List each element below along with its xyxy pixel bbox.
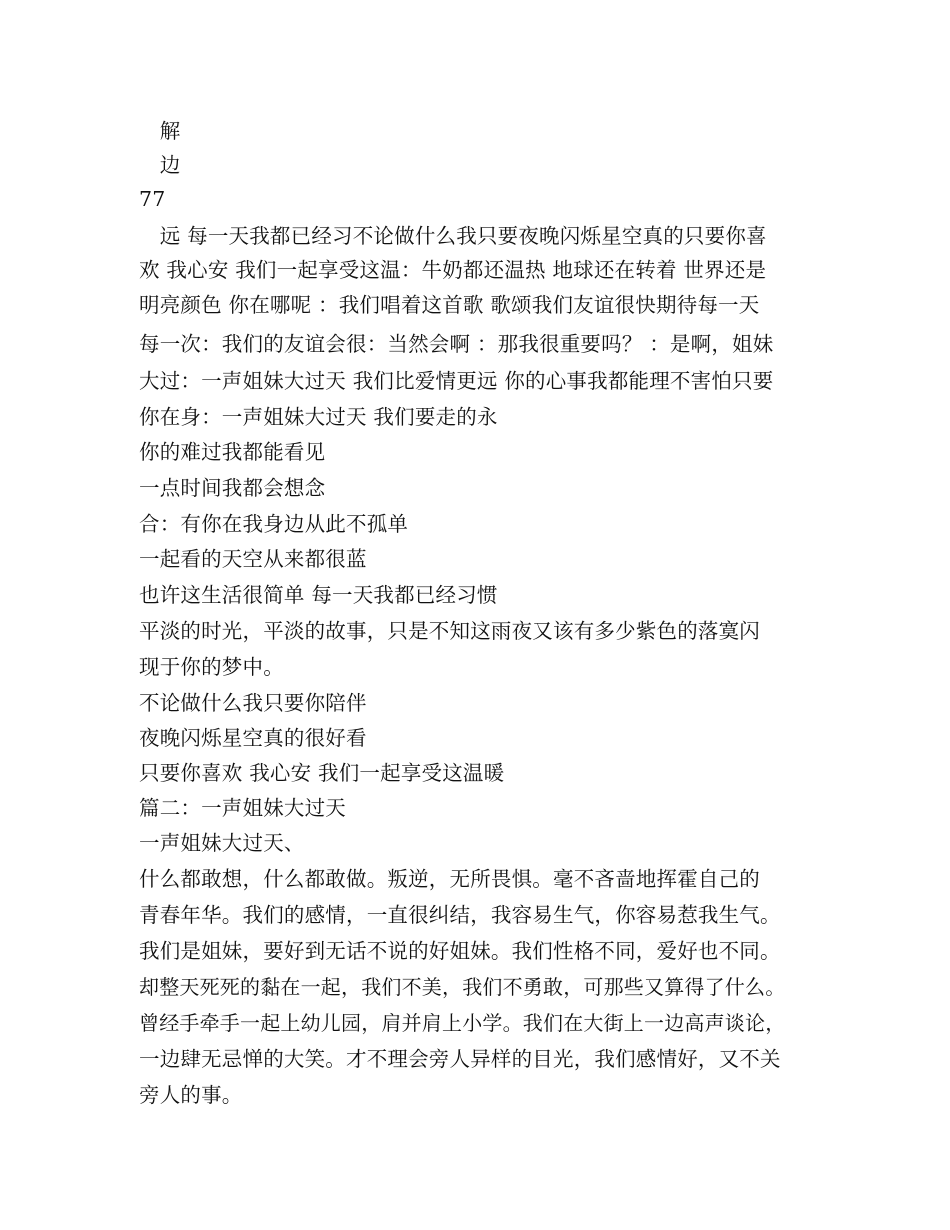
text-line: 旁人的事。 — [139, 1083, 243, 1107]
text-line: 边 — [139, 153, 181, 177]
text-line: 只要你喜欢 我心安 我们一起享受这温暖 — [139, 761, 505, 785]
text-line: 合：有你在我身边从此不孤单 — [139, 512, 409, 536]
text-line: 一声姐妹大过天、 — [139, 831, 305, 855]
text-line: 青春年华。我们的感情，一直很纠结，我容易生气，你容易惹我生气。 — [139, 903, 781, 927]
text-line: 我们是姐妹，要好到无话不说的好姐妹。我们性格不同，爱好也不同。 — [139, 939, 781, 963]
text-line: 现于你的梦中。 — [139, 655, 284, 679]
text-line: 一起看的天空从来都很蓝 — [139, 547, 367, 571]
text-line: 曾经手牵手一起上幼儿园，肩并肩上小学。我们在大街上一边高声谈论， — [139, 1011, 786, 1035]
section-heading: 篇二：一声姐妹大过天 — [139, 796, 346, 820]
text-line: 每一次：我们的友谊会很：当然会啊 ：那我很重要吗？ ：是啊，姐妹 — [139, 332, 774, 356]
text-line: 77 — [139, 187, 166, 211]
text-line: 一边肆无忌惮的大笑。才不理会旁人异样的目光，我们感情好，又不关 — [139, 1047, 781, 1071]
text-line: 一点时间我都会想念 — [139, 476, 326, 500]
text-line: 却整天死死的黏在一起，我们不美，我们不勇敢，可那些又算得了什么。 — [139, 975, 786, 999]
text-line: 不论做什么我只要你陪伴 — [139, 691, 367, 715]
text-line: 也许这生活很简单 每一天我都已经习惯 — [139, 583, 498, 607]
text-line: 夜晚闪烁星空真的很好看 — [139, 726, 367, 750]
text-line: 你在身：一声姐妹大过天 我们要走的永 — [139, 405, 498, 429]
text-line: 什么都敢想，什么都敢做。叛逆，无所畏惧。毫不吝啬地挥霍自己的 — [139, 867, 760, 891]
text-line: 解 — [139, 119, 181, 143]
text-line: 远 每一天我都已经习不论做什么我只要夜晚闪烁星空真的只要你喜 — [139, 224, 767, 248]
text-line: 欢 我心安 我们一起享受这温：牛奶都还温热 地球还在转着 世界还是 — [139, 258, 767, 282]
text-line: 大过：一声姐妹大过天 我们比爱情更远 你的心事我都能理不害怕只要 — [139, 369, 774, 393]
text-line: 明亮颜色 你在哪呢 ：我们唱着这首歌 歌颂我们友谊很快期待每一天 — [139, 293, 760, 317]
text-line: 平淡的时光，平淡的故事，只是不知这雨夜又该有多少紫色的落寞闪 — [139, 619, 760, 643]
text-line: 你的难过我都能看见 — [139, 440, 326, 464]
